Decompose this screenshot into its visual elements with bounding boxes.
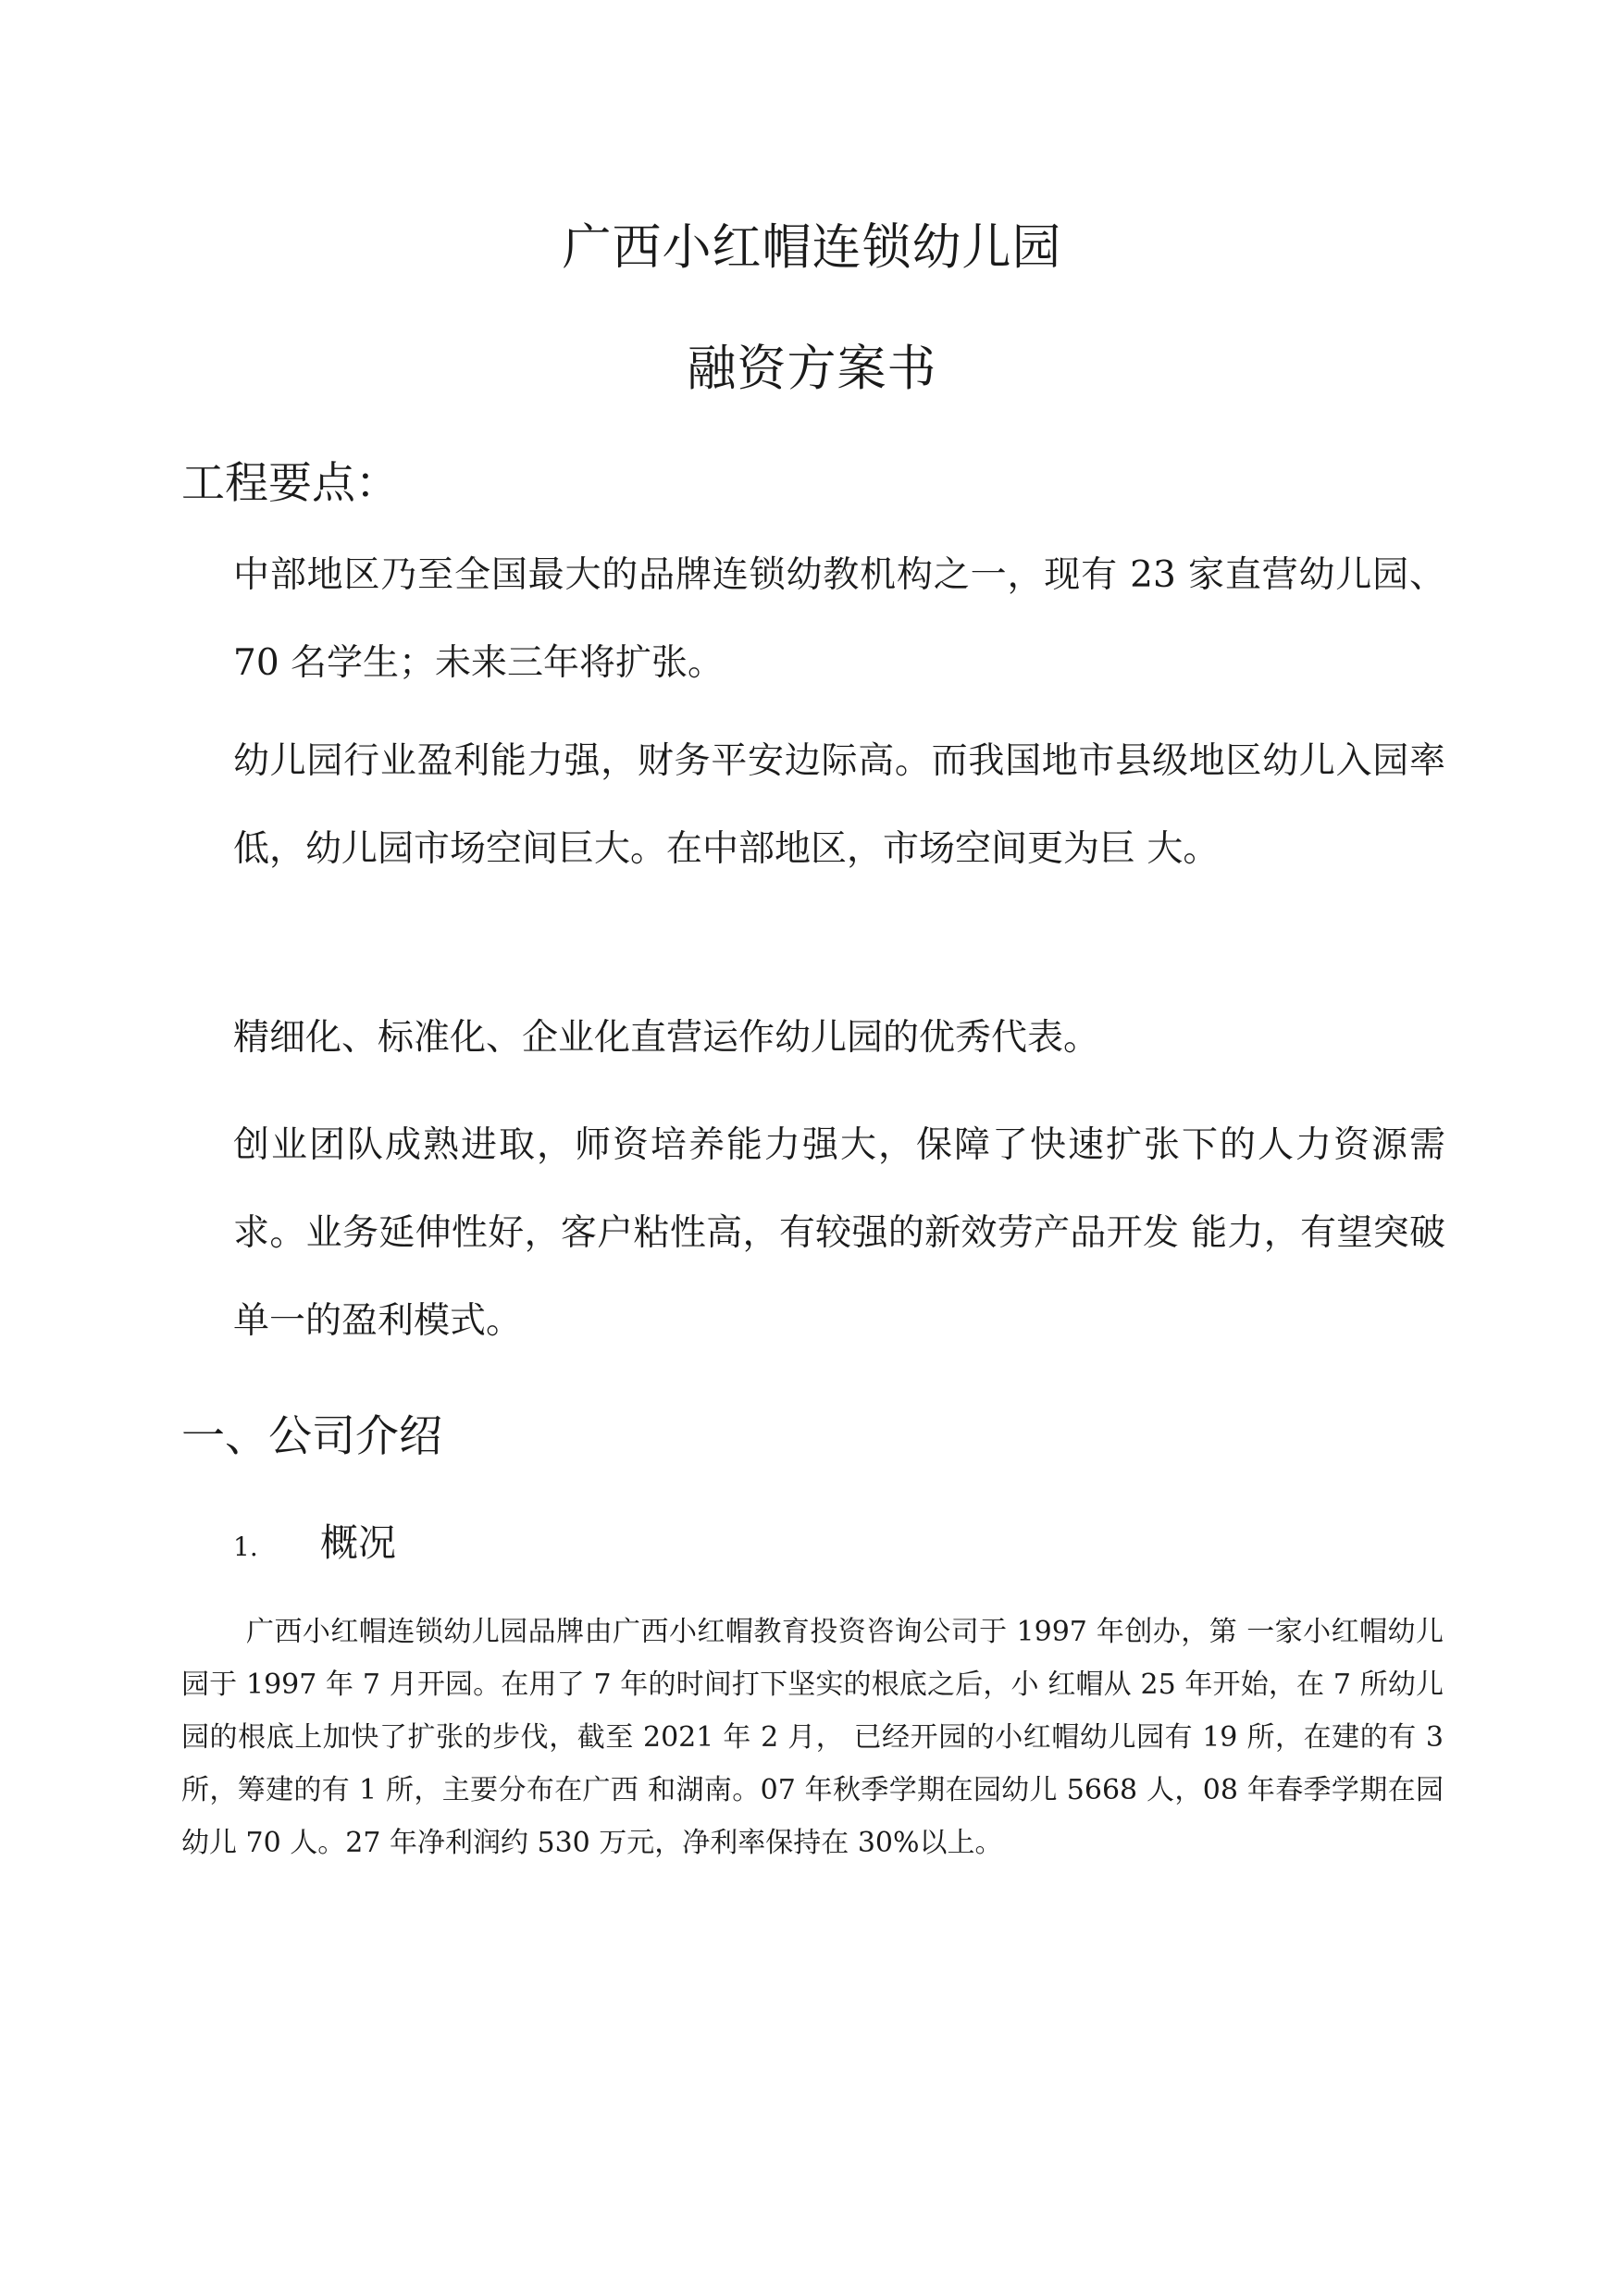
subsection-heading-overview	[233, 1515, 396, 1575]
subsection-number: 1.	[233, 1532, 258, 1562]
document-title: 广西小红帽连锁幼儿园	[562, 219, 1062, 276]
subsection-title: 概况	[320, 1520, 396, 1565]
point-paragraph: 幼儿园行业盈利能力强，财务平安边际高。而我国地市县级地区幼儿入园率低，幼儿园市场空间巨大。在中部地区，市场空间更为巨 大。	[233, 740, 1445, 870]
overview-paragraph: 广西小红帽连锁幼儿园品牌由广西小红帽教育投资咨询公司于 1997 年创办，第 一家小红帽幼儿园于 1997 年 7 月开园。在用了 7 年的时间打下坚实的根底之后，小 红帽从 25 年开始，在 7 所幼儿园的根底上加快了扩张的步伐，截至 2021 年 2 月， 已经开园的小红帽幼儿园有 19 所，在建的有 3 所，筹建的有 1 所，主要分布在广西 和湖南。07 年秋季学期在园幼儿 5668 人，08 年春季学期在园幼儿 70 人。27 年净利润约 530 万元，净利率保持在 30%以上。	[181, 1616, 1444, 1859]
document-subtitle: 融资方案书	[687, 341, 937, 397]
point-paragraph: 创业团队成熟进取，师资培养能力强大，保障了快速扩张下的人力资源需求。业务延伸性好，客户粘性高，有较强的新效劳产品开发 能力，有望突破单一的盈利模式。	[233, 1124, 1445, 1342]
point-paragraph: 精细化、标准化、企业化直营运作幼儿园的优秀代表。	[233, 1017, 1100, 1059]
point-paragraph: 中部地区乃至全国最大的品牌连锁幼教机构之一，现有 23 家直营幼儿园、70 名学生；未来三年将扩张。	[233, 554, 1445, 684]
project-points-heading: 工程要点：	[181, 458, 399, 509]
section-heading-company-intro: 一、公司介绍	[181, 1411, 442, 1462]
